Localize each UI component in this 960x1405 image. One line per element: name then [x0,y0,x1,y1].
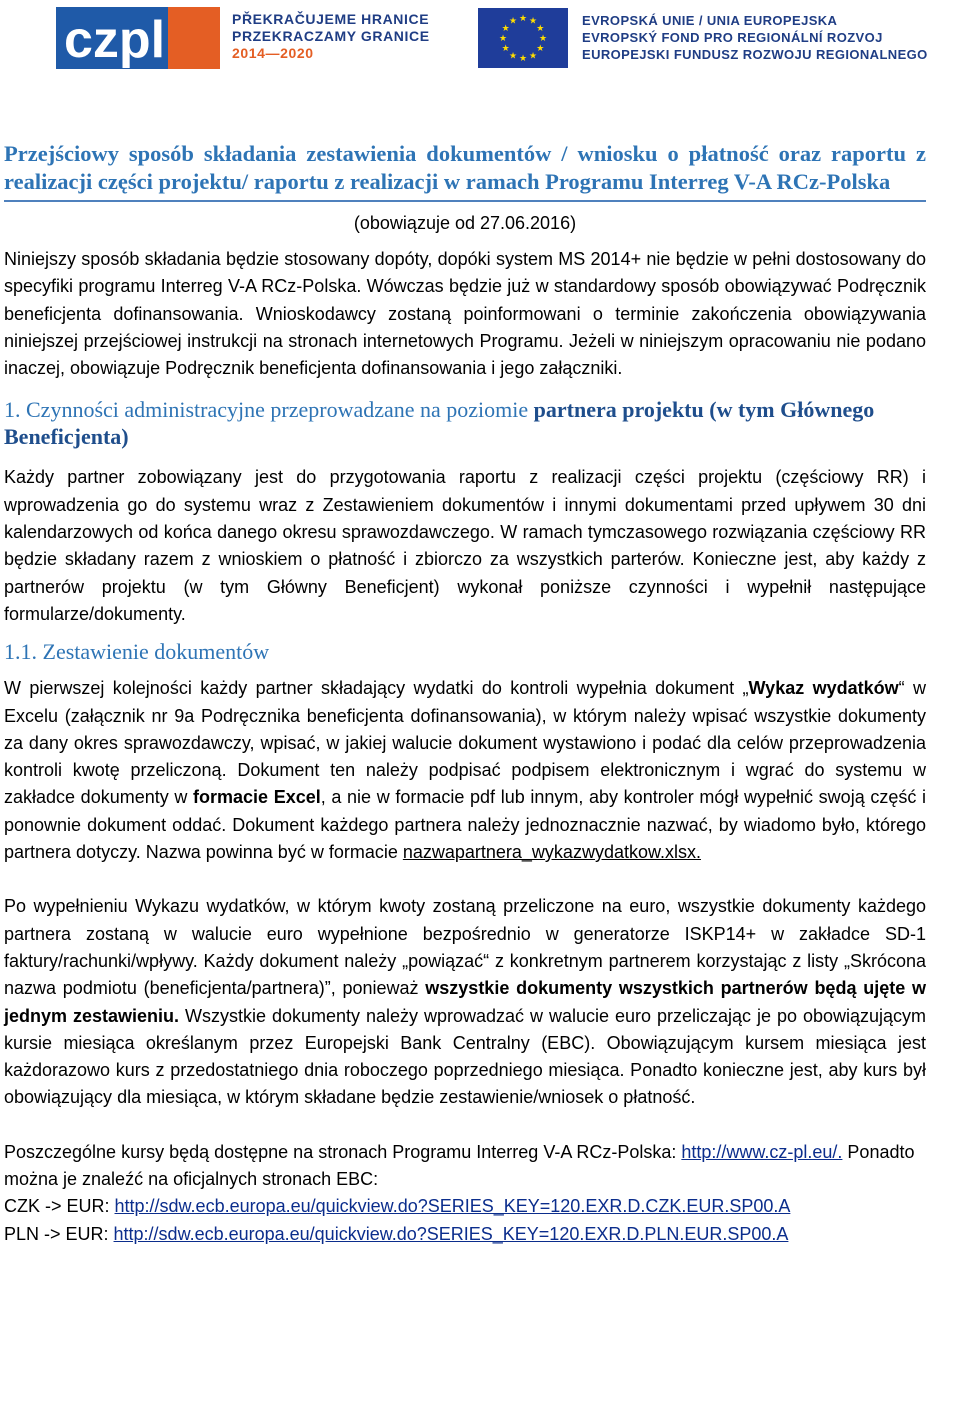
pln-label: PLN -> EUR: [4,1223,114,1244]
eu-star-icon: ★ [518,53,528,63]
section-1-1-heading: 1.1. Zestawienie dokumentów [4,639,270,665]
document-body [4,140,926,1248]
eu-star-icon: ★ [536,23,545,33]
eu-star-icon: ★ [508,15,518,26]
section-1-1-paragraph-3: Poszczególne kursy będą dostępne na stronach Programu Interreg V-A RCz-Polska: http://www.cz-pl.eu/. Ponadto można je znaleźć na oficjalnych stronach EBC: CZK -> EUR: http://sdw.ecb.europa.eu/quickview.do?SERIES_KEY=120.EXR.D.CZK.EUR.SP00.A PLN -> EUR: http://sdw.ecb.europa.eu/quickview.do?SERIES_KEY=120.EXR.D.PLN.EUR.SP00.A [4,1141,915,1244]
program-website-link[interactable]: http://www.cz-pl.eu/. [681,1141,843,1162]
section-1-1-paragraph-2: Po wypełnieniu Wykazu wydatków, w którym kwoty zostaną przeliczone na euro, wszystkie dokumenty każdego partnera zostaną w walucie euro wypełnione bezpośrednio w generatorze ISKP14+ w zakładce SD-1 faktury/rachunki/wpływy. Każdy dokument należy „powiązać“ z konkretnym partnerem korzystając z listy „Skrócona nazwa podmiotu (beneficjenta/partnera)”, ponieważ wszystkie dokumenty wszystkich partnerów będą ujęte w jednym zestawieniu. Wszystkie dokumenty należy wprowadzać w walucie euro przeliczając je po obowiązującym kursie miesiąca określanym przez Europejski Bank Centralny (EBC). Obowiązującym kursem miesiąca jest każdorazowo kurs z przedostatniego dnia roboczego poprzedniego miesiąca. Ponadto konieczne jest, aby kurs był obowiązujący dla miesiąca, w którym składane będzie zestawienie/wniosek o płatność. [4,896,926,1108]
filename-format: nazwapartnera_wykazwydatkow.xlsx. [402,842,701,863]
eu-flag-icon [478,8,568,68]
czpl-logo-mark [56,7,220,69]
eu-star-icon: ★ [536,43,545,53]
eu-star-icon: ★ [498,33,508,43]
section-1-1-paragraph-1: W pierwszej kolejności każdy partner składający wydatki do kontroli wypełnia dokument „Wykaz wydatków“ w Excelu (załącznik nr 9a Podręcznika beneficjenta dofinansowania), w którym należy wpisać wszystkie dokumenty za dany okres sprawozdawczy, wpisać, w jakiej walucie dokument wystawiono i podać dla celów przeprowadzenia kontroli kwotę przeliczoną. Dokument ten należy podpisać podpisem elektronicznym i wgrać do systemu w zakładce dokumenty w formacie Excel, a nie w formacie pdf lub innym, aby kontroler mógł wypełnić swoją część i ponownie dokument oddać. Dokument każdego partnera należy jednoznacznie nazwać, by wiadomo było, którego partnera dotyczy. Nazwa powinna być w formacie nazwapartnera_wykazwydatkow.xlsx. [4,678,927,863]
pln-rate-link[interactable]: http://sdw.ecb.europa.eu/quickview.do?SERIES_KEY=120.EXR.D.PLN.EUR.SP00.A [113,1223,789,1244]
validity-date: (obowiązuje od 27.06.2016) [353,213,577,233]
eu-star-icon: ★ [501,23,510,33]
eu-star-icon: ★ [501,43,510,53]
eu-logo [478,8,958,68]
document-title: Przejściowy sposób składania zestawienia dokumentów / wniosku o płatność oraz raportu z realizacji części projektu/ raportu z realizacji w ramach Programu Interreg V-A RCz-Polska [4,140,926,202]
section-1-heading: 1. Czynności administracyjne przeprowadzane na poziomie partnera projektu (w tym Głównego Beneficjenta) [4,397,875,450]
czk-rate-link[interactable]: http://sdw.ecb.europa.eu/quickview.do?SERIES_KEY=120.EXR.D.CZK.EUR.SP00.A [114,1196,791,1217]
eu-star-icon: ★ [538,33,548,43]
section-1-paragraph: Każdy partner zobowiązany jest do przygotowania raportu z realizacji części projektu (częściowy RR) i wprowadzenia go do systemu wraz z Zestawieniem dokumentów i innymi dokumentami przed upływem 30 dni kalendarzowych od końca danego okresu sprawozdawczego. W ramach tymczasowego rozwiązania częściowy RR będzie składany razem z wnioskiem o płatność i zbiorczo za wszystkich parterów. Konieczne jest, aby każdy z partnerów projektu (w tym Główny Beneficjent) wykonał poniższe czynności i wypełnił następujące formularze/dokumenty. [4,467,926,624]
eu-star-icon: ★ [528,50,538,61]
intro-paragraph: Niniejszy sposób składania będzie stosowany dopóty, dopóki system MS 2014+ nie będzie w pełni dostosowany do specyfiki programu Interreg V-A RCz-Polska. Wówczas będzie już w standardowy sposób obowiązywać Podręcznik beneficjenta dofinansowania. Wnioskodawcy zostaną poinformowani o terminie zakończenia obowiązywania niniejszej przejściowej instrukcji na stronach internetowych Programu. Jeżeli w niniejszym opracowaniu nie podano inaczej, obowiązuje Podręcznik beneficjenta dofinansowania i jego załączniki. [4,249,926,379]
czpl-logo-text: PŘEKRAČUJEME HRANICE PRZEKRACZAMY GRANICE 2014—2020 [232,11,430,61]
svg-text:czpl: czpl [64,11,166,69]
czpl-logo [56,7,476,69]
eu-star-icon: ★ [528,15,538,26]
eu-star-icon: ★ [508,50,518,61]
eu-star-icon: ★ [518,13,528,23]
page-header [0,0,960,80]
czk-label: CZK -> EUR: [4,1196,115,1217]
eu-logo-text: EVROPSKÁ UNIE / UNIA EUROPEJSKA EVROPSKÝ FOND PRO REGIONÁLNÍ ROZVOJ EUROPEJSKI FUNDUSZ ROZWOJU REGIONALNEGO [582,13,928,62]
